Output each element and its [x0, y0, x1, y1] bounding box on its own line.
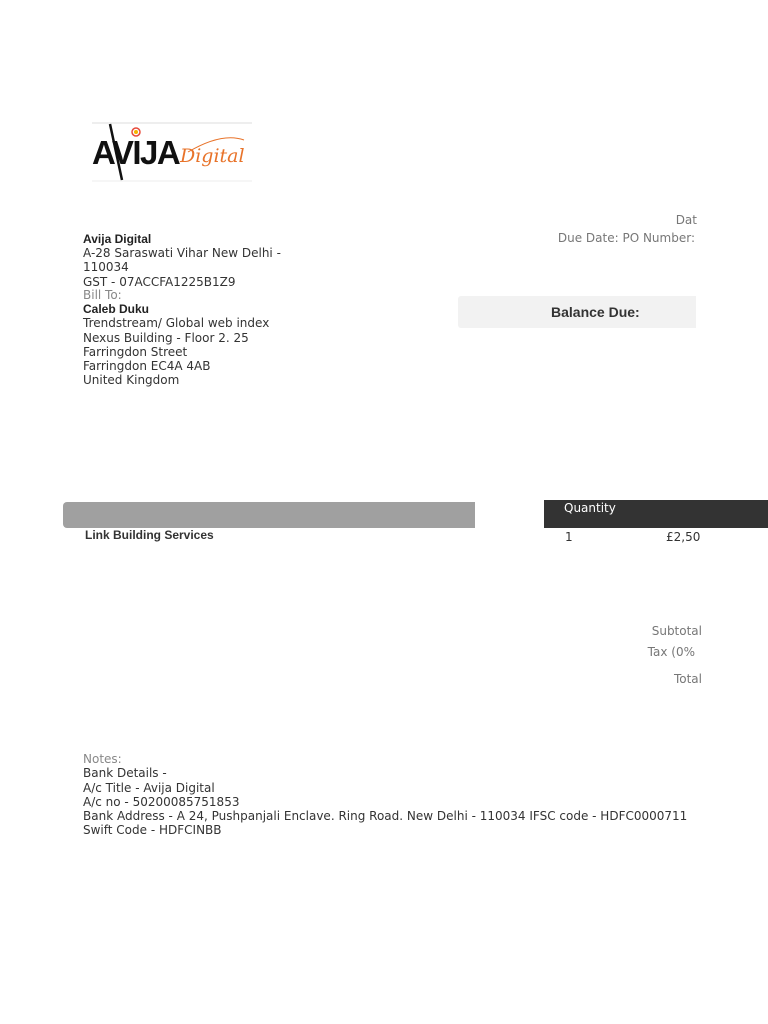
- notes-line: A/c Title - Avija Digital: [83, 780, 215, 795]
- bill-to-line: Nexus Building - Floor 2. 25: [83, 330, 249, 345]
- notes-block: [83, 752, 723, 838]
- notes-line: Bank Details -: [83, 766, 167, 781]
- total-label: Total: [673, 672, 702, 686]
- bill-to-line: Farringdon Street: [83, 344, 188, 359]
- date-label: Dat: [675, 213, 697, 227]
- line-item-rate: £2,50: [666, 530, 701, 544]
- bill-to-label: Bill To:: [83, 288, 122, 302]
- due-date-po-label: Due Date: PO Number:: [557, 231, 695, 245]
- logo-graphic: [92, 122, 252, 182]
- total-row: [560, 672, 702, 688]
- notes-line: Swift Code - HDFCINBB: [83, 823, 222, 838]
- logo-text-script: Digital: [180, 145, 245, 167]
- sender-gst: GST - 07ACCFA1225B1Z9: [83, 274, 236, 289]
- bill-to-name: Caleb Duku: [83, 302, 150, 317]
- company-logo: [92, 122, 252, 182]
- line-item-description: Link Building Services: [85, 528, 214, 542]
- logo-text-main: AVIJA: [92, 134, 180, 171]
- item-column-header: [63, 502, 475, 528]
- notes-label: Notes:: [83, 752, 122, 766]
- line-item-rate-cell: [600, 530, 701, 546]
- quantity-header-label: Quantity: [564, 501, 616, 515]
- notes-line: Bank Address - A 24, Pushpanjali Enclave. Ring Road. New Delhi - 110034 IFSC code - HDFC0000711: [83, 809, 688, 824]
- balance-due-box: [458, 296, 696, 328]
- bill-to-line: United Kingdom: [83, 373, 180, 388]
- subtotal-row: [560, 624, 702, 640]
- bill-to-block: [83, 288, 343, 388]
- line-item-quantity: 1: [565, 530, 573, 544]
- sender-name: Avija Digital: [83, 232, 152, 246]
- quantity-column-header: [544, 500, 768, 528]
- tax-label: Tax (0%: [647, 645, 695, 659]
- subtotal-label: Subtotal: [651, 624, 702, 638]
- bill-to-line: Trendstream/ Global web index: [83, 316, 270, 331]
- sender-address: A-28 Saraswati Vihar New Delhi - 110034: [83, 246, 281, 275]
- bill-to-line: Farringdon EC4A 4AB: [83, 359, 211, 374]
- balance-due-label: Balance Due:: [551, 304, 640, 320]
- sender-block: [83, 232, 323, 289]
- notes-line: A/c no - 50200085751853: [83, 794, 240, 809]
- tax-row: [560, 645, 696, 661]
